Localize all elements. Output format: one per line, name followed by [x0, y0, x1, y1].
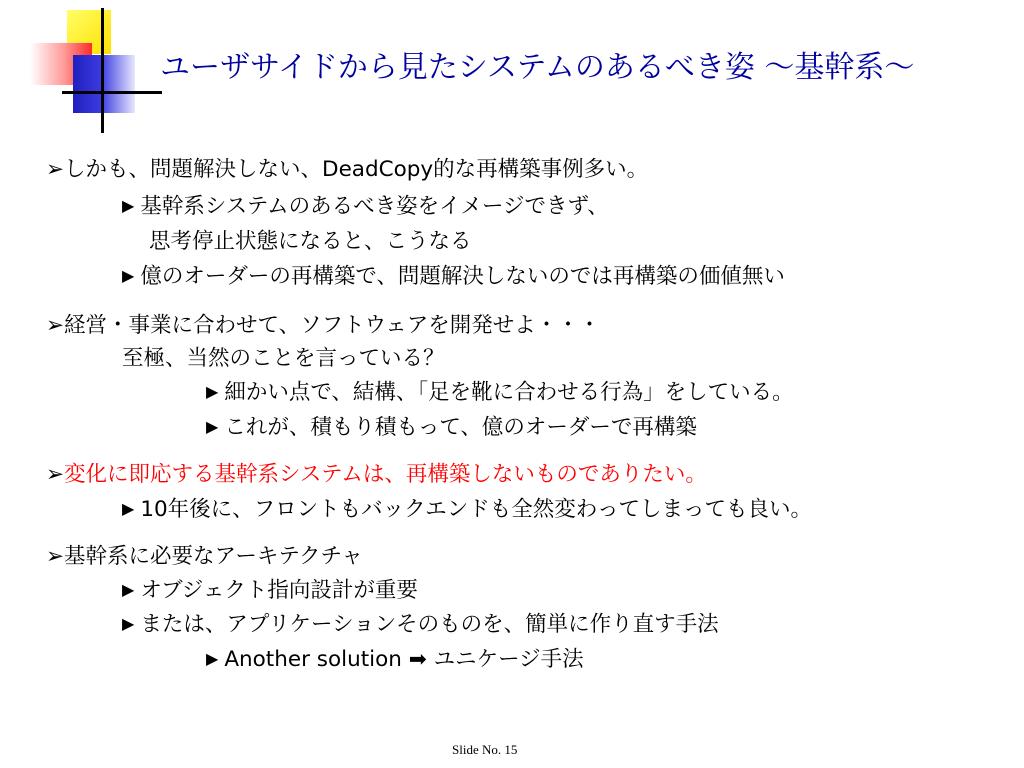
slide-footer — [452, 742, 517, 758]
bullet-4-sub-3-text-after: ユニケージ手法 — [433, 647, 584, 672]
bullet-1-text: しかも、問題解決しない、DeadCopy的な再構築事例多い。 — [64, 157, 649, 182]
bullet-1-sub-1 — [122, 192, 609, 223]
bullet-2 — [46, 311, 600, 341]
bullet-icon: ➢ — [46, 462, 65, 487]
bullet-2-continuation — [122, 344, 445, 374]
slide-number-label: Slide No. — [452, 742, 502, 757]
right-arrow-icon: ➡ — [408, 647, 427, 672]
bullet-1 — [46, 155, 648, 185]
bullet-2-sub-1-text: 細かい点で、結構、「足を靴に合わせる行為」をしている。 — [224, 380, 794, 405]
bullet-2-sub-1 — [206, 378, 794, 409]
bullet-4-sub-2-text: または、アプリケーションそのものを、簡単に作り直す手法 — [140, 612, 719, 637]
triangle-bullet-icon: ▶ — [122, 499, 135, 518]
bullet-4-text: 基幹系に必要なアーキテクチャ — [64, 544, 363, 569]
triangle-bullet-icon: ▶ — [206, 649, 219, 668]
bullet-2-sub-2-text: これが、積もり積もって、億のオーダーで再構築 — [224, 415, 697, 440]
slide-number: 15 — [504, 742, 518, 757]
bullet-1-sub-2 — [122, 262, 785, 293]
logo-vertical-line — [101, 8, 104, 133]
stacked-squares-logo — [0, 0, 170, 140]
logo-blue-square — [73, 55, 135, 113]
bullet-2-sub-2 — [206, 413, 697, 444]
slide-title: ユーザサイドから見たシステムのあるべき姿 ～基幹系～ — [160, 50, 915, 85]
bullet-4-sub-1 — [122, 576, 418, 607]
bullet-icon: ➢ — [46, 157, 65, 182]
bullet-icon: ➢ — [46, 544, 65, 569]
bullet-3-sub-1 — [122, 495, 812, 526]
bullet-4-sub-3-text-before: Another solution — [224, 647, 402, 672]
bullet-2-text: 経営・事業に合わせて、ソフトウェアを開発せよ・・・ — [64, 313, 601, 338]
bullet-1-sub-2-text: 億のオーダーの再構築で、問題解決しないのでは再構築の価値無い — [140, 264, 785, 289]
bullet-4-sub-3 — [206, 645, 584, 676]
bullet-4-sub-2 — [122, 610, 719, 641]
bullet-4-sub-1-text: オブジェクト指向設計が重要 — [140, 578, 418, 603]
bullet-1-sub-1-cont-text: 思考停止状態になると、こうなる — [149, 229, 472, 254]
triangle-bullet-icon: ▶ — [206, 417, 219, 436]
bullet-icon: ➢ — [46, 313, 65, 338]
bullet-3-sub-1-text: 10年後に、フロントもバックエンドも全然変わってしまっても良い。 — [140, 497, 813, 522]
triangle-bullet-icon: ▶ — [122, 580, 135, 599]
triangle-bullet-icon: ▶ — [122, 266, 135, 285]
bullet-1-sub-1-continuation — [149, 227, 472, 257]
triangle-bullet-icon: ▶ — [122, 614, 135, 633]
bullet-3 — [46, 460, 707, 490]
bullet-1-sub-1-text: 基幹系システムのあるべき姿をイメージできず、 — [140, 194, 609, 219]
bullet-3-emphasis-text: 変化に即応する基幹系システムは、再構築しないものでありたい。 — [64, 462, 707, 487]
logo-horizontal-line — [62, 91, 162, 94]
bullet-2-cont-text: 至極、当然のことを言っている？ — [122, 346, 445, 371]
triangle-bullet-icon: ▶ — [206, 382, 219, 401]
bullet-4 — [46, 542, 363, 572]
triangle-bullet-icon: ▶ — [122, 196, 135, 215]
